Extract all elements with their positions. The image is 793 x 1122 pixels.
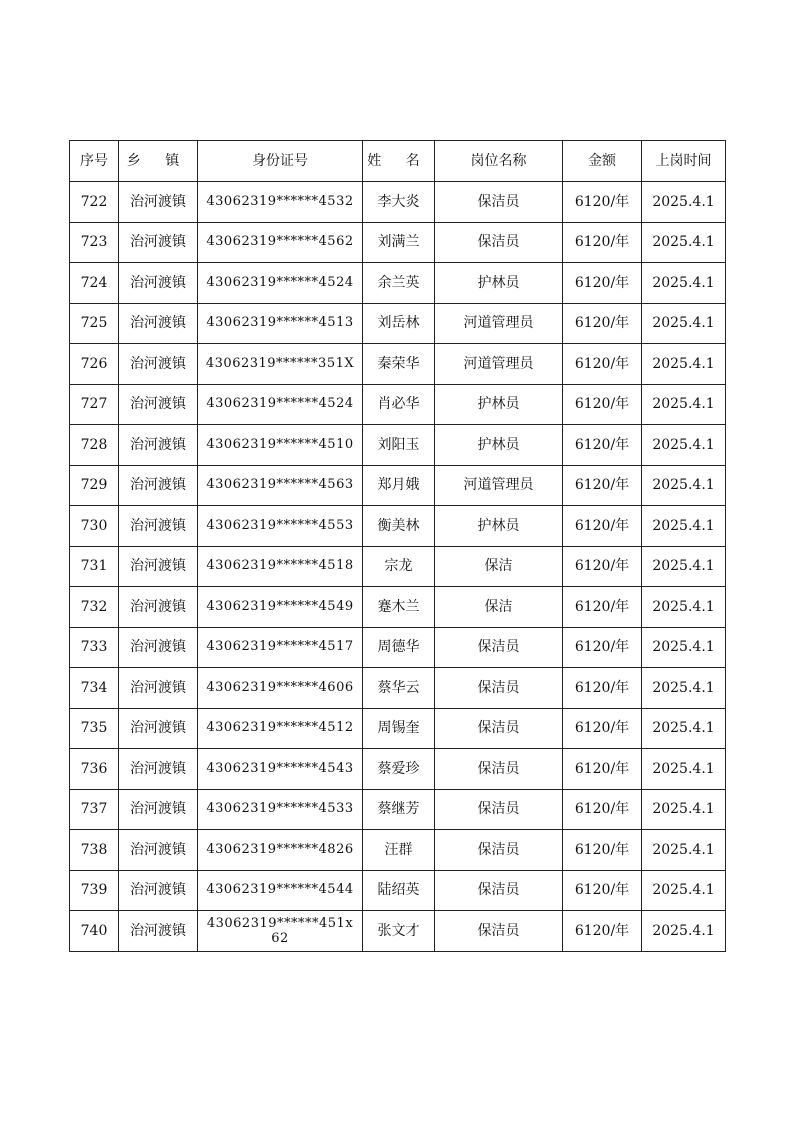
cell-town: 治河渡镇: [119, 384, 198, 425]
cell-amount: 6120/年: [563, 830, 642, 871]
cell-post: 保洁员: [435, 870, 563, 911]
cell-town: 治河渡镇: [119, 263, 198, 304]
table-body: [70, 182, 726, 952]
cell-id: 43062319******4524: [198, 384, 363, 425]
header-name: 姓 名: [363, 141, 435, 182]
cell-no: 722: [70, 182, 119, 223]
header-date: 上岗时间: [642, 141, 726, 182]
cell-town: 治河渡镇: [119, 303, 198, 344]
cell-post: 护林员: [435, 263, 563, 304]
table-row: [70, 911, 726, 952]
cell-date: 2025.4.1: [642, 911, 726, 952]
cell-date: 2025.4.1: [642, 425, 726, 466]
cell-post: 保洁员: [435, 749, 563, 790]
cell-name: 刘阳玉: [363, 425, 435, 466]
cell-post: 保洁员: [435, 668, 563, 709]
cell-amount: 6120/年: [563, 344, 642, 385]
cell-name: 蔡爱珍: [363, 749, 435, 790]
table-row: [70, 344, 726, 385]
cell-amount: 6120/年: [563, 708, 642, 749]
cell-amount: 6120/年: [563, 587, 642, 628]
cell-id: 43062319******4524: [198, 263, 363, 304]
cell-name: 郑月娥: [363, 465, 435, 506]
roster-table: [69, 140, 726, 952]
cell-id: 43062319******4544: [198, 870, 363, 911]
cell-no: 727: [70, 384, 119, 425]
header-amount: 金额: [563, 141, 642, 182]
cell-post: 护林员: [435, 506, 563, 547]
cell-name: 周德华: [363, 627, 435, 668]
cell-date: 2025.4.1: [642, 627, 726, 668]
cell-date: 2025.4.1: [642, 303, 726, 344]
cell-town: 治河渡镇: [119, 708, 198, 749]
cell-name: 李大炎: [363, 182, 435, 223]
cell-id: 43062319******4512: [198, 708, 363, 749]
cell-town: 治河渡镇: [119, 830, 198, 871]
cell-name: 陆绍英: [363, 870, 435, 911]
table-row: [70, 263, 726, 304]
cell-id: 43062319******4543: [198, 749, 363, 790]
cell-post: 保洁员: [435, 708, 563, 749]
cell-amount: 6120/年: [563, 506, 642, 547]
cell-id: 43062319******4510: [198, 425, 363, 466]
table-row: [70, 708, 726, 749]
cell-town: 治河渡镇: [119, 627, 198, 668]
cell-no: 736: [70, 749, 119, 790]
cell-post: 保洁员: [435, 627, 563, 668]
cell-amount: 6120/年: [563, 627, 642, 668]
table-row: [70, 749, 726, 790]
cell-date: 2025.4.1: [642, 465, 726, 506]
cell-name: 衡美林: [363, 506, 435, 547]
table-row: [70, 222, 726, 263]
cell-no: 723: [70, 222, 119, 263]
cell-date: 2025.4.1: [642, 182, 726, 223]
header-row: [70, 141, 726, 182]
cell-town: 治河渡镇: [119, 749, 198, 790]
cell-post: 保洁员: [435, 222, 563, 263]
cell-no: 738: [70, 830, 119, 871]
cell-post: 保洁: [435, 587, 563, 628]
cell-date: 2025.4.1: [642, 546, 726, 587]
cell-no: 725: [70, 303, 119, 344]
cell-amount: 6120/年: [563, 303, 642, 344]
cell-id: 43062319******451x62: [198, 911, 363, 952]
cell-id: 43062319******4553: [198, 506, 363, 547]
cell-date: 2025.4.1: [642, 344, 726, 385]
cell-id: 43062319******4517: [198, 627, 363, 668]
cell-no: 735: [70, 708, 119, 749]
cell-post: 保洁员: [435, 789, 563, 830]
cell-id: 43062319******4533: [198, 789, 363, 830]
cell-date: 2025.4.1: [642, 830, 726, 871]
cell-date: 2025.4.1: [642, 587, 726, 628]
cell-amount: 6120/年: [563, 911, 642, 952]
cell-id: 43062319******4606: [198, 668, 363, 709]
table-row: [70, 465, 726, 506]
table-row: [70, 506, 726, 547]
cell-town: 治河渡镇: [119, 182, 198, 223]
cell-no: 737: [70, 789, 119, 830]
cell-no: 731: [70, 546, 119, 587]
cell-town: 治河渡镇: [119, 911, 198, 952]
table-row: [70, 789, 726, 830]
table-row: [70, 870, 726, 911]
cell-date: 2025.4.1: [642, 870, 726, 911]
table-row: [70, 587, 726, 628]
cell-date: 2025.4.1: [642, 263, 726, 304]
cell-amount: 6120/年: [563, 222, 642, 263]
cell-amount: 6120/年: [563, 425, 642, 466]
cell-amount: 6120/年: [563, 263, 642, 304]
cell-town: 治河渡镇: [119, 870, 198, 911]
cell-amount: 6120/年: [563, 870, 642, 911]
cell-name: 张文才: [363, 911, 435, 952]
cell-no: 739: [70, 870, 119, 911]
table-row: [70, 668, 726, 709]
cell-name: 余兰英: [363, 263, 435, 304]
cell-no: 732: [70, 587, 119, 628]
header-town: 乡 镇: [119, 141, 198, 182]
header-no: 序号: [70, 141, 119, 182]
cell-amount: 6120/年: [563, 546, 642, 587]
cell-date: 2025.4.1: [642, 789, 726, 830]
cell-post: 保洁员: [435, 182, 563, 223]
cell-id: 43062319******351X: [198, 344, 363, 385]
cell-post: 河道管理员: [435, 344, 563, 385]
cell-no: 724: [70, 263, 119, 304]
cell-no: 734: [70, 668, 119, 709]
cell-id: 43062319******4532: [198, 182, 363, 223]
cell-no: 730: [70, 506, 119, 547]
cell-post: 护林员: [435, 425, 563, 466]
cell-name: 肖必华: [363, 384, 435, 425]
table-row: [70, 830, 726, 871]
table-row: [70, 303, 726, 344]
cell-post: 河道管理员: [435, 303, 563, 344]
header-post: 岗位名称: [435, 141, 563, 182]
cell-town: 治河渡镇: [119, 425, 198, 466]
cell-date: 2025.4.1: [642, 506, 726, 547]
cell-name: 宗龙: [363, 546, 435, 587]
cell-post: 河道管理员: [435, 465, 563, 506]
cell-name: 秦荣华: [363, 344, 435, 385]
cell-date: 2025.4.1: [642, 749, 726, 790]
cell-post: 保洁: [435, 546, 563, 587]
table-header: [70, 141, 726, 182]
cell-post: 护林员: [435, 384, 563, 425]
cell-post: 保洁员: [435, 830, 563, 871]
cell-town: 治河渡镇: [119, 465, 198, 506]
table-row: [70, 384, 726, 425]
header-id: 身份证号: [198, 141, 363, 182]
cell-amount: 6120/年: [563, 749, 642, 790]
cell-date: 2025.4.1: [642, 222, 726, 263]
table-row: [70, 182, 726, 223]
cell-amount: 6120/年: [563, 384, 642, 425]
cell-id: 43062319******4518: [198, 546, 363, 587]
cell-id: 43062319******4826: [198, 830, 363, 871]
cell-town: 治河渡镇: [119, 546, 198, 587]
cell-town: 治河渡镇: [119, 222, 198, 263]
cell-no: 729: [70, 465, 119, 506]
cell-amount: 6120/年: [563, 465, 642, 506]
cell-town: 治河渡镇: [119, 344, 198, 385]
cell-no: 733: [70, 627, 119, 668]
cell-no: 740: [70, 911, 119, 952]
cell-no: 726: [70, 344, 119, 385]
cell-name: 刘满兰: [363, 222, 435, 263]
cell-amount: 6120/年: [563, 668, 642, 709]
cell-id: 43062319******4513: [198, 303, 363, 344]
cell-name: 周锡奎: [363, 708, 435, 749]
cell-date: 2025.4.1: [642, 668, 726, 709]
cell-amount: 6120/年: [563, 182, 642, 223]
table-row: [70, 425, 726, 466]
cell-id: 43062319******4563: [198, 465, 363, 506]
table-row: [70, 627, 726, 668]
cell-post: 保洁员: [435, 911, 563, 952]
cell-id: 43062319******4562: [198, 222, 363, 263]
cell-name: 刘岳林: [363, 303, 435, 344]
cell-name: 蔡继芳: [363, 789, 435, 830]
cell-amount: 6120/年: [563, 789, 642, 830]
cell-id: 43062319******4549: [198, 587, 363, 628]
cell-no: 728: [70, 425, 119, 466]
cell-name: 蹇木兰: [363, 587, 435, 628]
cell-name: 汪群: [363, 830, 435, 871]
cell-town: 治河渡镇: [119, 587, 198, 628]
table-row: [70, 546, 726, 587]
cell-town: 治河渡镇: [119, 506, 198, 547]
cell-town: 治河渡镇: [119, 668, 198, 709]
cell-date: 2025.4.1: [642, 384, 726, 425]
cell-name: 蔡华云: [363, 668, 435, 709]
cell-town: 治河渡镇: [119, 789, 198, 830]
cell-date: 2025.4.1: [642, 708, 726, 749]
